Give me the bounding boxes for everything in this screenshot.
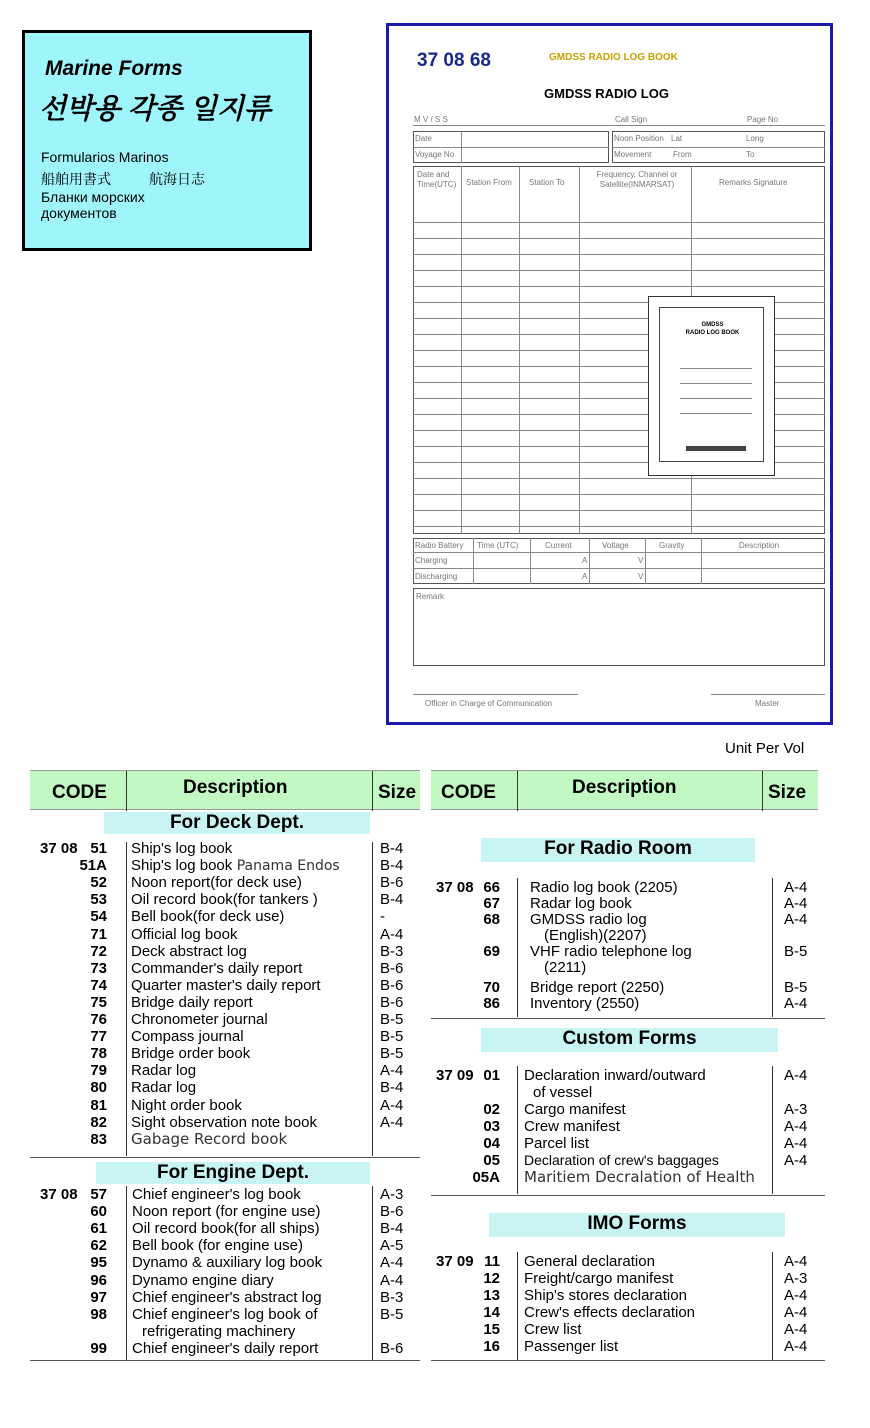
battery-col-5: Description: [739, 541, 780, 550]
description-cell: Inventory (2550): [530, 995, 640, 1012]
description-extra: Panama Endos: [232, 858, 340, 875]
section-deck-title: For Deck Dept.: [104, 812, 370, 834]
battery-col-3: Voltage: [602, 541, 629, 550]
header-description: Description: [572, 777, 677, 798]
grid-row-line: [413, 286, 825, 287]
code-cell: 03: [483, 1118, 500, 1135]
code-cell: 11: [484, 1253, 500, 1270]
size-cell: A-4: [784, 1287, 808, 1304]
separator: [126, 771, 127, 811]
description-cell: Radio log book (2205): [530, 879, 678, 896]
size-cell: A-3: [784, 1270, 808, 1287]
line: [413, 147, 609, 148]
line: [530, 538, 531, 584]
size-cell: B-3: [380, 942, 404, 960]
size-cell: A-4: [380, 925, 404, 943]
discharging-label: Discharging: [415, 572, 458, 581]
size-cell: A-4: [380, 1096, 404, 1114]
description-cell: Ship's log book: [131, 840, 233, 857]
engine-bottom-line: [30, 1360, 420, 1361]
description-cell: Compass journal: [131, 1028, 244, 1046]
size-cell: B-6: [380, 1339, 404, 1357]
description-cell: Dynamo engine diary: [132, 1271, 274, 1289]
description-cell: Chief engineer's abstract log: [132, 1288, 322, 1306]
header-description: Description: [183, 777, 288, 798]
description-cell: Night order book: [131, 1096, 242, 1114]
code-prefix: 37 08: [40, 840, 78, 857]
description-cell: Radar log: [131, 1062, 197, 1080]
code-cell: 76: [90, 1011, 107, 1028]
size-cell: B-4: [380, 891, 404, 909]
code-cell: 69: [483, 943, 500, 960]
size-cell: A-4: [784, 1067, 808, 1084]
description-cell: Gabage Record book: [131, 1129, 288, 1148]
code-cell: 79: [90, 1062, 107, 1080]
line: [680, 413, 752, 414]
line: [413, 125, 825, 126]
line: [680, 398, 752, 399]
engine-col-sep: [372, 1186, 373, 1360]
size-cell: B-5: [784, 943, 808, 960]
line: [461, 131, 462, 163]
code-cell: 60: [90, 1203, 107, 1221]
code-cell: 05A: [472, 1169, 500, 1186]
description-cell: Bell book(for deck use): [131, 908, 285, 926]
code-cell: 14: [483, 1304, 500, 1321]
code-prefix: 37 08: [436, 879, 474, 896]
col-remarks: Remarks Signature: [719, 178, 788, 187]
col-station-from: Station From: [466, 178, 512, 187]
size-cell: A-4: [784, 911, 808, 928]
title-russian-2: документов: [41, 205, 117, 221]
title-chinese-1: 船舶用書式: [41, 171, 111, 187]
description-cont: (English)(2207): [544, 927, 647, 944]
description-cell: GMDSS radio log: [530, 911, 647, 928]
description-cell: Cargo manifest: [524, 1101, 626, 1118]
custom-col-sep: [517, 1066, 518, 1194]
description-cell: Declaration of crew's baggages: [524, 1152, 719, 1168]
header-code: CODE: [52, 782, 107, 803]
size-cell: A-4: [380, 1062, 404, 1080]
code-cell: 54: [90, 908, 107, 926]
code-cell: 71: [90, 925, 107, 943]
code-cell: 97: [90, 1288, 107, 1306]
unit-a: A: [582, 556, 588, 565]
size-cell: B-5: [380, 1028, 404, 1046]
code-cell: 86: [483, 995, 500, 1012]
size-cell: B-5: [784, 979, 808, 996]
size-cell: A-4: [784, 995, 808, 1012]
form-sample-image: [386, 23, 833, 725]
grid-row-line: [413, 494, 825, 495]
code-cell: 98: [90, 1305, 107, 1323]
col-frequency: Frequency, Channel or Satellite(INMARSAT): [596, 170, 678, 189]
size-cell: B-5: [380, 1045, 404, 1063]
mvss-label: M V / S S: [414, 115, 448, 124]
line: [589, 538, 590, 584]
line: [680, 368, 752, 369]
unit-v: V: [638, 556, 644, 565]
code-cell: 99: [90, 1339, 107, 1357]
title-chinese-2: 航海日志: [149, 171, 205, 187]
form-header: GMDSS RADIO LOG BOOK: [549, 52, 678, 63]
size-cell: A-4: [784, 1253, 808, 1270]
code-cell: 73: [90, 959, 107, 977]
grid-row-line: [413, 222, 825, 223]
from-label: From: [673, 150, 692, 159]
code-cell: 72: [90, 942, 107, 960]
cover-logo: [686, 446, 746, 451]
title-english: Marine Forms: [45, 57, 183, 80]
description-cell: Bridge order book: [131, 1045, 251, 1063]
description-cell: Sight observation note book: [131, 1113, 317, 1131]
title-spanish: Formularios Marinos: [41, 149, 169, 165]
size-cell: A-4: [784, 1338, 808, 1355]
code-cell: 68: [483, 911, 500, 928]
line: [413, 552, 825, 553]
unit-per-vol: Unit Per Vol: [725, 740, 805, 757]
unit-v: V: [638, 572, 644, 581]
description-cell: Ship's stores declaration: [524, 1287, 687, 1304]
size-cell: A-3: [380, 1186, 404, 1203]
section-radio-title: For Radio Room: [481, 838, 755, 862]
code-cell: 83: [90, 1130, 107, 1148]
code-cell: 51: [90, 840, 107, 857]
description-cell: Crew's effects declaration: [524, 1304, 695, 1321]
radio-bottom-line: [431, 1018, 825, 1019]
code-cell: 15: [483, 1321, 500, 1338]
title-korean: 선박용 각종 일지류: [39, 93, 271, 124]
description-cell: Crew manifest: [524, 1118, 620, 1135]
size-cell: A-4: [784, 1304, 808, 1321]
size-cell: B-6: [380, 993, 404, 1011]
description-cell: General declaration: [524, 1253, 655, 1270]
description-cell: Radar log book: [530, 895, 632, 912]
form-title: GMDSS RADIO LOG: [544, 86, 669, 101]
description-cell: Bridge report (2250): [530, 979, 665, 996]
grid-row-line: [413, 254, 825, 255]
code-cell: 12: [483, 1270, 500, 1287]
size-cell: B-4: [380, 840, 404, 857]
size-cell: A-5: [380, 1237, 404, 1255]
code-cell: 96: [90, 1271, 107, 1289]
grid-row-line: [413, 270, 825, 271]
size-cell: A-4: [784, 895, 808, 912]
size-cell: A-4: [784, 1135, 808, 1152]
code-cell: 74: [90, 976, 107, 994]
separator: [762, 771, 763, 811]
line: [413, 568, 825, 569]
code-cell: 62: [90, 1237, 107, 1255]
line: [680, 383, 752, 384]
code-cell: 02: [483, 1101, 500, 1118]
right-table-header: [431, 770, 818, 810]
col-date: Date and Time(UTC): [417, 170, 457, 189]
code-prefix: 37 09: [436, 1067, 474, 1084]
movement-label: Movement: [614, 150, 652, 159]
left-table-header: [30, 770, 420, 810]
size-cell: A-4: [784, 879, 808, 896]
radio-col-sep: [772, 878, 773, 1017]
code-cell: 52: [90, 874, 107, 892]
line: [645, 538, 646, 584]
description-cell: Quarter master's daily report: [131, 976, 321, 994]
code-cell: 13: [483, 1287, 500, 1304]
line: [473, 538, 474, 584]
description-cell: Noon report(for deck use): [131, 874, 302, 892]
description-cell: Chief engineer's log book of: [132, 1305, 318, 1323]
imo-bottom-line: [431, 1360, 825, 1361]
size-cell: A-4: [784, 1152, 808, 1169]
code-cell: 67: [483, 895, 500, 912]
long-label: Long: [746, 134, 764, 143]
line: [711, 694, 825, 695]
custom-bottom-line: [431, 1195, 825, 1196]
noon-position-label: Noon Position: [614, 134, 664, 143]
code-prefix: 37 09: [436, 1253, 474, 1270]
description-cell: Oil record book(for tankers ): [131, 891, 318, 909]
size-cell: A-4: [380, 1113, 404, 1131]
title-box: [22, 30, 312, 251]
size-cell: B-6: [380, 959, 404, 977]
battery-col-4: Gravity: [659, 541, 685, 550]
code-cell: 57: [90, 1186, 107, 1203]
code-prefix: 37 08: [40, 1186, 78, 1203]
size-cell: A-4: [784, 1118, 808, 1135]
code-cell: 05: [483, 1152, 500, 1169]
voyage-label: Voyage No: [415, 150, 455, 159]
grid-row-line: [413, 238, 825, 239]
description-cont: refrigerating machinery: [142, 1322, 296, 1340]
section-engine-title: For Engine Dept.: [96, 1162, 370, 1184]
size-cell: -: [380, 908, 385, 926]
code-cell: 80: [90, 1079, 107, 1097]
master-label: Master: [755, 699, 780, 708]
description-cell: Freight/cargo manifest: [524, 1270, 674, 1287]
header-size: Size: [378, 782, 417, 803]
code-cell: 70: [483, 979, 500, 996]
code-cell: 81: [90, 1096, 107, 1114]
section-custom-title: Custom Forms: [481, 1028, 778, 1052]
size-cell: B-6: [380, 874, 404, 892]
custom-col-sep: [772, 1066, 773, 1194]
size-cell: B-5: [380, 1011, 404, 1028]
engine-col-sep: [126, 1186, 127, 1360]
size-cell: B-4: [380, 1220, 404, 1238]
lat-label: Lat: [671, 134, 683, 143]
charging-label: Charging: [415, 556, 448, 565]
code-cell: 95: [90, 1254, 107, 1272]
header-size: Size: [768, 782, 807, 803]
description-cell: Radar log: [131, 1079, 197, 1097]
separator: [372, 771, 373, 811]
battery-col-1: Time (UTC): [477, 541, 519, 550]
description-cell: Maritiem Decralation of Health: [524, 1168, 755, 1186]
size-cell: B-6: [380, 1203, 404, 1221]
description-cell: Bridge daily report: [131, 993, 253, 1011]
page-no-label: Page No: [747, 115, 779, 124]
line: [413, 694, 578, 695]
description-cell: Noon report (for engine use): [132, 1203, 321, 1221]
size-cell: A-3: [784, 1101, 808, 1118]
description-cont: (2211): [544, 959, 587, 976]
date-label: Date: [415, 134, 432, 143]
cover-title-1: GMDSS: [701, 322, 724, 328]
officer-label: Officer in Charge of Communication: [425, 699, 553, 708]
section-imo-title: IMO Forms: [489, 1213, 785, 1237]
battery-col-0: Radio Battery: [415, 541, 464, 550]
size-cell: A-4: [380, 1271, 404, 1289]
cover-inner: [659, 307, 764, 462]
description-cell: Chief engineer's daily report: [132, 1339, 319, 1357]
description-cell: Oil record book(for all ships): [132, 1220, 320, 1238]
code-cell: 53: [90, 891, 107, 909]
cover-thumbnail: [648, 296, 775, 476]
title-russian-1: Бланки морских: [41, 189, 145, 205]
grid-row-line: [413, 478, 825, 479]
size-cell: A-4: [784, 1321, 808, 1338]
remark-label: Remark: [416, 592, 445, 601]
line: [612, 147, 825, 148]
size-cell: A-4: [380, 1254, 404, 1272]
size-cell: B-4: [380, 857, 404, 875]
battery-col-2: Current: [545, 541, 572, 550]
description-cell: Bell book (for engine use): [132, 1237, 303, 1255]
code-cell: 75: [90, 993, 107, 1011]
imo-col-sep: [772, 1252, 773, 1360]
deck-col-sep: [372, 842, 373, 1156]
description-cell: Ship's log book Panama Endos: [131, 857, 340, 875]
description-cell: VHF radio telephone log: [530, 943, 692, 960]
code-cell: 77: [90, 1028, 107, 1046]
remark-box: [413, 588, 825, 666]
code-cell: 04: [483, 1135, 500, 1152]
code-cell: 16: [483, 1338, 500, 1355]
description-cell: Passenger list: [524, 1338, 619, 1355]
code-cell: 51A: [79, 857, 107, 875]
description-cell: Chronometer journal: [131, 1011, 268, 1028]
code-cell: 78: [90, 1045, 107, 1063]
size-cell: B-3: [380, 1288, 404, 1306]
grid-row-line: [413, 526, 825, 527]
radio-col-sep: [517, 878, 518, 1017]
separator: [517, 771, 518, 811]
description-cell: Crew list: [524, 1321, 582, 1338]
col-station-to: Station To: [529, 178, 565, 187]
code-cell: 82: [90, 1113, 107, 1131]
description-cell: Deck abstract log: [131, 942, 247, 960]
deck-bottom-line: [30, 1157, 420, 1158]
code-cell: 66: [483, 879, 500, 896]
description-cell: Declaration inward/outward: [524, 1067, 706, 1084]
size-cell: B-6: [380, 976, 404, 994]
size-cell: B-4: [380, 1079, 404, 1097]
to-label: To: [746, 150, 755, 159]
line: [701, 538, 702, 584]
call-sign-label: Call Sign: [615, 115, 648, 124]
unit-a: A: [582, 572, 588, 581]
deck-col-sep: [126, 842, 127, 1156]
code-cell: 61: [90, 1220, 107, 1238]
description-cont: of vessel: [533, 1084, 593, 1101]
description-cell: Dynamo & auxiliary log book: [132, 1254, 323, 1272]
cover-title-2: RADIO LOG BOOK: [685, 330, 740, 336]
size-cell: B-5: [380, 1305, 404, 1323]
code-cell: 01: [483, 1067, 500, 1084]
description-cell: Parcel list: [524, 1135, 590, 1152]
description-cell: Official log book: [131, 925, 238, 943]
header-code: CODE: [441, 782, 496, 803]
imo-col-sep: [517, 1252, 518, 1360]
description-cell: Chief engineer's log book: [132, 1186, 301, 1203]
form-code: 37 08 68: [417, 50, 491, 71]
description-cell: Commander's daily report: [131, 959, 303, 977]
grid-row-line: [413, 510, 825, 511]
